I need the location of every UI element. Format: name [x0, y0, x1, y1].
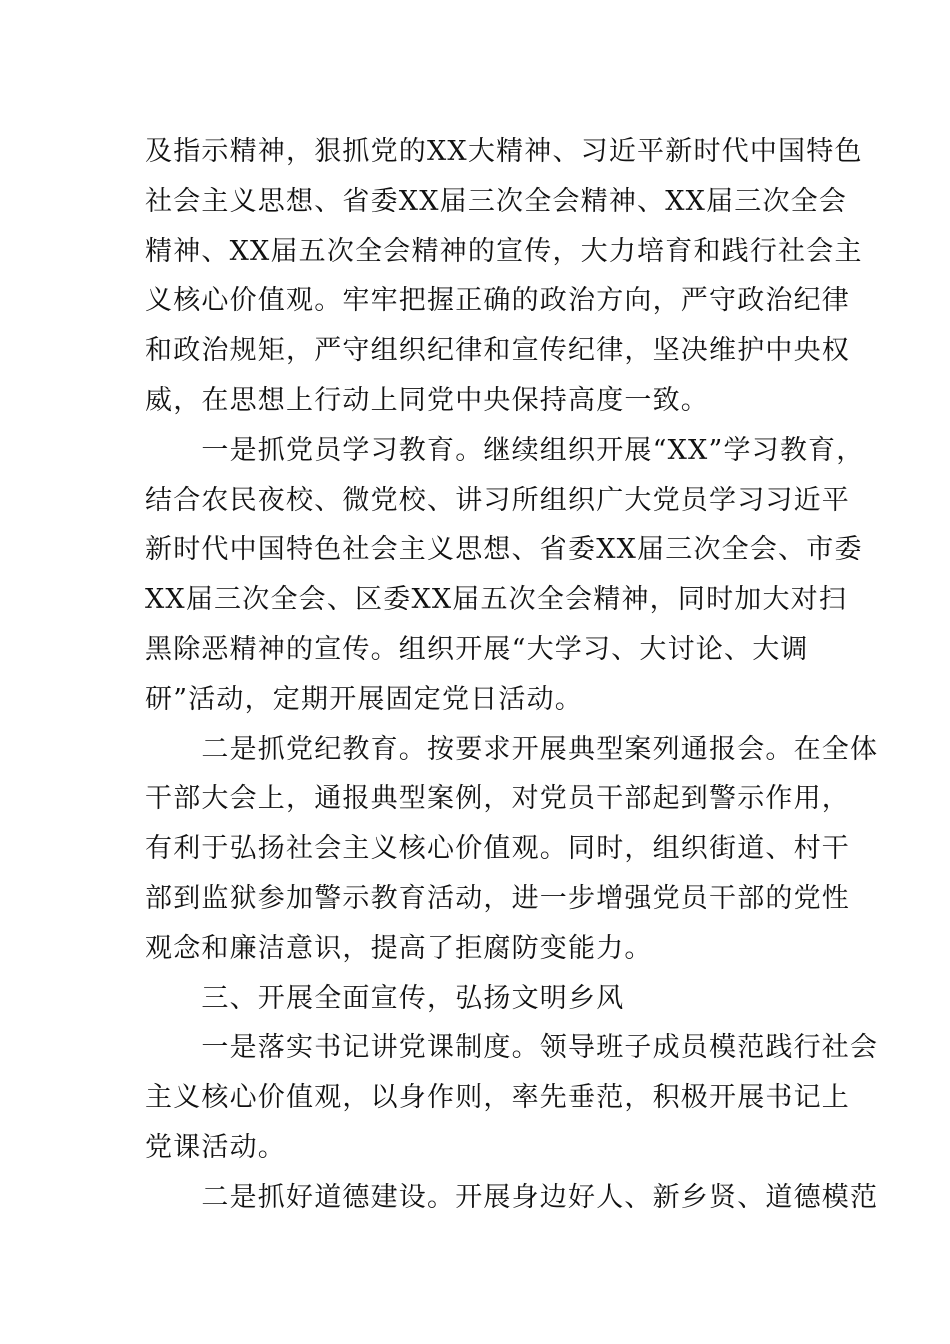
text-line: 二是抓党纪教育。按要求开展典型案列通报会。在全体	[145, 733, 879, 765]
text-line: 二是抓好道德建设。开展身边好人、新乡贤、道德模范	[145, 1181, 879, 1213]
paragraph-5	[145, 1173, 879, 1223]
text-line: 义核心价值观。牢牢把握正确的政治方向，严守政治纪律	[145, 285, 850, 317]
text-line: 新时代中国特色社会主义思想、省委XX届三次全会、市委	[145, 534, 863, 566]
text-line: 研”活动，定期开展固定党日活动。	[145, 683, 584, 715]
text-line: 一是落实书记讲党课制度。领导班子成员模范践行社会	[145, 1032, 879, 1064]
text-line: XX届三次全会、区委XX届五次全会精神，同时加大对扫	[145, 584, 848, 616]
text-line: 党课活动。	[145, 1131, 286, 1163]
text-line: 部到监狱参加警示教育活动，进一步增强党员干部的党性	[145, 882, 850, 914]
text-line: 有利于弘扬社会主义核心价值观。同时，组织街道、村干	[145, 833, 850, 865]
paragraph-4	[145, 1023, 879, 1172]
paragraph-2	[145, 426, 865, 725]
text-line: 主义核心价值观，以身作则，率先垂范，积极开展书记上	[145, 1082, 850, 1114]
text-line: 社会主义思想、省委XX届三次全会精神、XX届三次全会	[145, 185, 848, 217]
text-line: 干部大会上，通报典型案例，对党员干部起到警示作用，	[145, 783, 850, 815]
document-body	[145, 127, 879, 1223]
paragraph-1	[145, 127, 863, 426]
section-heading	[145, 974, 807, 1024]
text-line: 及指示精神，狠抓党的XX大精神、习近平新时代中国特色	[145, 136, 863, 167]
text-line: 和政治规矩，严守组织纪律和宣传纪律，坚决维护中央权	[145, 335, 850, 367]
paragraph-3	[145, 725, 879, 974]
text-line: 威，在思想上行动上同党中央保持高度一致。	[145, 384, 709, 416]
text-line: 精神、XX届五次全会精神的宣传，大力培育和践行社会主	[145, 235, 863, 267]
text-line: 结合农民夜校、微党校、讲习所组织广大党员学习习近平	[145, 484, 850, 516]
text-line: 一是抓党员学习教育。继续组织开展“XX”学习教育，	[145, 434, 865, 466]
text-line: 观念和廉洁意识，提高了拒腐防变能力。	[145, 932, 653, 964]
heading-line: 三、开展全面宣传，弘扬文明乡风	[145, 982, 625, 1014]
text-line: 黑除恶精神的宣传。组织开展“大学习、大讨论、大调	[145, 633, 809, 665]
